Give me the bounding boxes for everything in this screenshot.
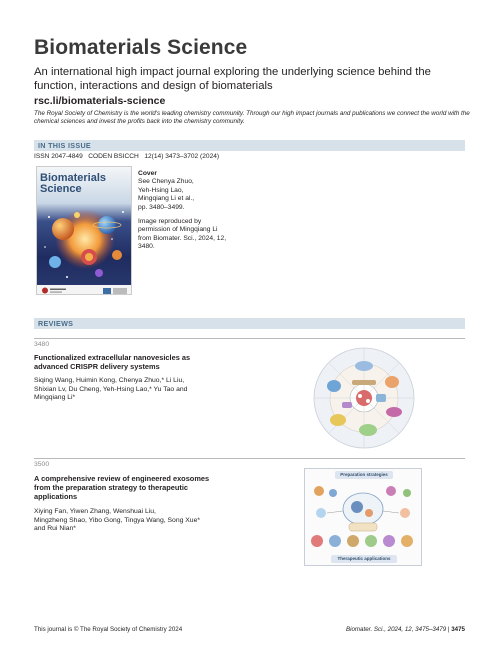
cover-image[interactable] [36,166,132,295]
article-page-number: 3500 [34,461,50,468]
in-this-issue-bar [34,140,465,151]
coden: CODEN BSICCH [88,153,139,160]
cover-credit: Image reproduced by [138,218,202,226]
exosome-workflow-graphic [305,479,422,555]
cover-credit: permission of Mingqiang Li [138,226,218,234]
in-this-issue-label: IN THIS ISSUE [38,141,92,150]
graphic-header-label: Preparation strategies [335,471,393,479]
cover-see-line: Yeh-Hsing Lao, [138,186,184,194]
cover-info [138,170,226,252]
cover-heading: Cover [138,170,157,177]
article-title-link[interactable]: A comprehensive review of engineered exosomes from the preparation strategy to therapeutic applications [34,474,210,501]
cover-credit: 3480. [138,243,155,251]
journal-title: Biomaterials Science [34,36,248,59]
article-divider [34,458,465,459]
cover-see-line: Mingqiang Li et al., [138,195,195,203]
article-divider [34,338,465,339]
journal-url-link[interactable]: rsc.li/biomaterials-science [34,95,166,107]
footer-page-number: 3475 [451,626,465,633]
reviews-bar [34,318,465,329]
footer-copyright: This journal is © The Royal Society of Chemistry 2024 [34,626,183,633]
issn: ISSN 2047-4849 [34,153,83,160]
article-title-link[interactable]: Functionalized extracellular nanovesicles as advanced CRISPR delivery systems [34,353,191,371]
article-graphical-abstract[interactable] [312,346,416,450]
graphic-footer-label: Therapeutic applications [331,555,397,563]
footer-separator: | [447,626,450,633]
issue-identifiers [34,153,219,160]
article-authors: Siqing Wang, Huimin Kong, Chenya Zhuo,* Li Liu, Shixian Lv, Du Cheng, Yeh-Hsing Lao,* Yu Tao and Mingqiang Li* [34,377,188,402]
reviews-label: REVIEWS [38,319,74,328]
volume-issue: 12(14) 3473–3702 (2024) [144,153,220,160]
footer-citation-text: Biomater. Sci., 2024, 12, 3475–3479 [345,626,447,633]
article-graphical-abstract[interactable] [304,468,422,566]
footer-citation [346,626,465,633]
cover-see-line: See Chenya Zhuo, [138,178,194,186]
crispr-wheel-graphic [312,346,416,450]
article-authors: Xiying Fan, Yiwen Zhang, Wenshuai Liu, Mingzheng Shao, Yibo Gong, Tingya Wang, Song Xue* and Rui Nian* [34,508,201,533]
rsc-blurb: The Royal Society of Chemistry is the world's leading chemistry community. Through our high impact journals and publications we connect the world with the chemical sciences and invest the profits back into the chemistry community. [34,110,470,125]
cover-pages-link[interactable]: pp. 3480–3499. [138,203,185,211]
cover-credit: from Biomater. Sci., 2024, 12, [138,234,227,242]
article-page-number: 3480 [34,341,50,348]
journal-tagline: An international high impact journal exploring the underlying science behind the function, interactions and design of biomaterials [34,66,431,92]
cover-journal-title: Biomaterials Science [40,172,107,195]
